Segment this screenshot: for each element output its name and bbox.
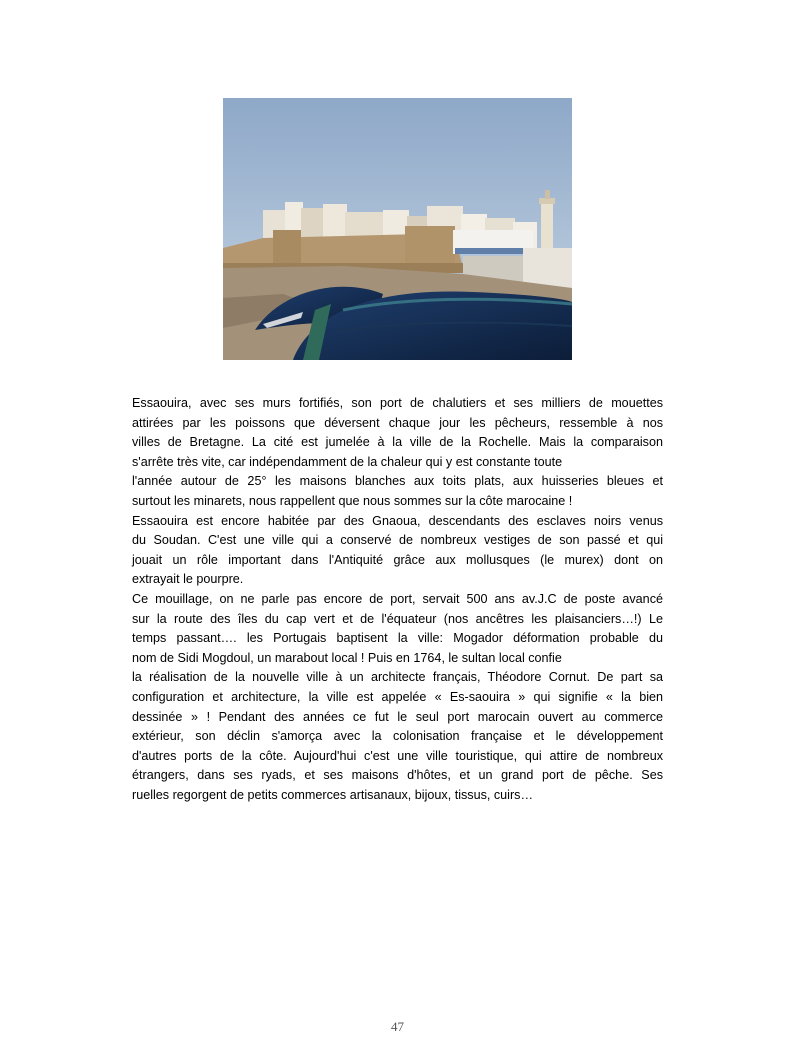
body-line: s'arrête très vite, car indépendamment de la chaleur qui y est constante toute bbox=[132, 454, 563, 469]
body-line: extrayait le pourpre. bbox=[132, 572, 244, 587]
body-line: temps passant…. les Portugais baptisent la ville: Mogador déformation probable du bbox=[132, 631, 663, 646]
body-line: Ce mouillage, on ne parle pas encore de port, servait 500 ans av.J.C de poste avancé bbox=[132, 591, 663, 606]
body-line: d'autres ports de la côte. Aujourd'hui c'est une ville touristique, qui attire de nombreux bbox=[132, 748, 663, 763]
body-line: l'année autour de 25° les maisons blanches aux toits plats, aux huisseries bleues et bbox=[132, 474, 663, 489]
body-line: la réalisation de la nouvelle ville à un architecte français, Théodore Cornut. De part sa bbox=[132, 670, 663, 685]
body-line: villes de Bretagne. La cité est jumelée à la ville de la Rochelle. Mais la comparaison bbox=[132, 435, 663, 450]
body-line: ruelles regorgent de petits commerces artisanaux, bijoux, tissus, cuirs… bbox=[132, 787, 534, 802]
article-body bbox=[132, 394, 663, 805]
body-line: surtout les minarets, nous rappellent que nous sommes sur la côte marocaine ! bbox=[132, 493, 573, 508]
body-line: sur la route des îles du cap vert et de l'équateur (nos ancêtres les plaisanciers…!) Le bbox=[132, 611, 663, 626]
page-number: 47 bbox=[391, 1019, 404, 1034]
body-line: dessinée » ! Pendant des années ce fut le seul port marocain ouvert au commerce bbox=[132, 709, 663, 724]
body-line: attirées par les poissons que déversent chaque jour les pêcheurs, ressemble à nos bbox=[132, 415, 663, 430]
body-line: du Soudan. C'est une ville qui a conservé de nombreux vestiges de son passé et qui bbox=[132, 533, 663, 548]
essaouira-harbour-photo bbox=[223, 98, 572, 360]
body-line: étrangers, dans ses ryads, et ses maisons d'hôtes, et un grand port de pêche. Ses bbox=[132, 768, 663, 783]
body-line: jouait un rôle important dans l'Antiquité grâce aux mollusques (le murex) dont on bbox=[132, 552, 663, 567]
minaret bbox=[539, 190, 555, 250]
body-line: nom de Sidi Mogdoul, un marabout local ! Puis en 1764, le sultan local confie bbox=[132, 650, 562, 665]
upturned-boats bbox=[255, 287, 572, 360]
body-line: extérieur, son déclin s'amorça avec la colonisation française et le développement bbox=[132, 729, 663, 744]
body-line: Essaouira, avec ses murs fortifiés, son port de chalutiers et ses milliers de mouettes bbox=[132, 396, 663, 410]
body-line: configuration et architecture, la ville est appelée « Es-saouira » qui signifie « la bien bbox=[132, 689, 663, 704]
body-line: Essaouira est encore habitée par des Gnaoua, descendants des esclaves noirs venus bbox=[132, 513, 663, 528]
